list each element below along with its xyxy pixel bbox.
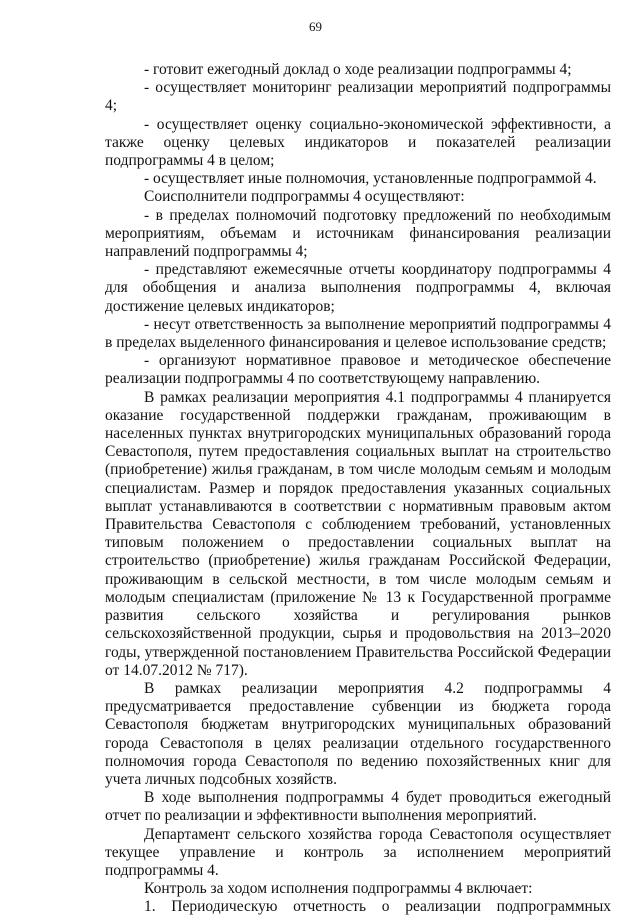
paragraph-15: 1. Периодическую отчетность о реализации подпрограммных xyxy=(144,898,611,916)
paragraph-5: Соисполнители подпрограммы 4 осуществляют: xyxy=(144,188,465,206)
paragraph-10: В рамках реализации мероприятия 4.1 подпрограммы 4 планируется оказание государственной поддержки гражданам, проживающим в населенных пунктах внутригородских муниципальных образований города Севастополя, путем предоставления социальных выплат на строительство (приобретение) жилья гражданам, в том числе молодым семьям и молодым специалистам. Размер и порядок предоставления указанных социальных выплат устанавливаются в соответствии с нормативным правовым актом Правительства Севастополя с соблюдением требований, установленных типовым положением о предоставлении социальных выплат на строительство (приобретение) жилья гражданам Российской Федерации, проживающим в сельской местности, в том числе молодым семьям и молодым специалистам (приложение № 13 к Государственной программе развития сельского хозяйства и регулирования рынков сельскохозяйственной продукции, сырья и продовольствия на 2013–2020 годы, утвержденной постановлением Правительства Российской Федерации от 14.07.2012 № 717). xyxy=(105,388,611,679)
document-body xyxy=(105,61,611,917)
paragraph-14: Контроль за ходом исполнения подпрограммы 4 включает: xyxy=(144,880,533,898)
paragraph-3: - осуществляет оценку социально-экономической эффективности, а также оценку целевых индикаторов и показателей реализации подпрограммы 4 в целом; xyxy=(105,115,611,170)
paragraph-11: В рамках реализации мероприятия 4.2 подпрограммы 4 предусматривается предоставление субвенции из бюджета города Севастополя бюджетам внутригородских муниципальных образований города Севастополя в целях реализации отдельного государственного полномочия города Севастополя по ведению похозяйственных книг для учета личных подсобных хозяйств. xyxy=(105,679,611,788)
paragraph-1: - готовит ежегодный доклад о ходе реализации подпрограммы 4; xyxy=(144,61,572,78)
paragraph-13: Департамент сельского хозяйства города Севастополя осуществляет текущее управление и контроль за исполнением мероприятий подпрограммы 4. xyxy=(105,825,611,879)
paragraph-2: - осуществляет мониторинг реализации мероприятий подпрограммы 4; xyxy=(105,79,611,115)
paragraph-6: - в пределах полномочий подготовку предложений по необходимым мероприятиям, объемам и источникам финансирования реализации направлений подпрограммы 4; xyxy=(105,206,611,261)
page-number: 69 xyxy=(309,19,322,34)
paragraph-8: - несут ответственность за выполнение мероприятий подпрограммы 4 в пределах выделенного финансирования и целевое использование средств; xyxy=(105,315,611,352)
paragraph-7: - представляют ежемесячные отчеты координатору подпрограммы 4 для обобщения и анализа выполнения подпрограммы 4, включая достижение целевых индикаторов; xyxy=(105,261,611,315)
paragraph-4: - осуществляет иные полномочия, установленные подпрограммой 4. xyxy=(144,170,597,188)
paragraph-9: - организуют нормативное правовое и методическое обеспечение реализации подпрограммы 4 по соответствующему направлению. xyxy=(105,352,611,388)
paragraph-12: В ходе выполнения подпрограммы 4 будет проводиться ежегодный отчет по реализации и эффективности выполнения мероприятий. xyxy=(105,789,611,825)
